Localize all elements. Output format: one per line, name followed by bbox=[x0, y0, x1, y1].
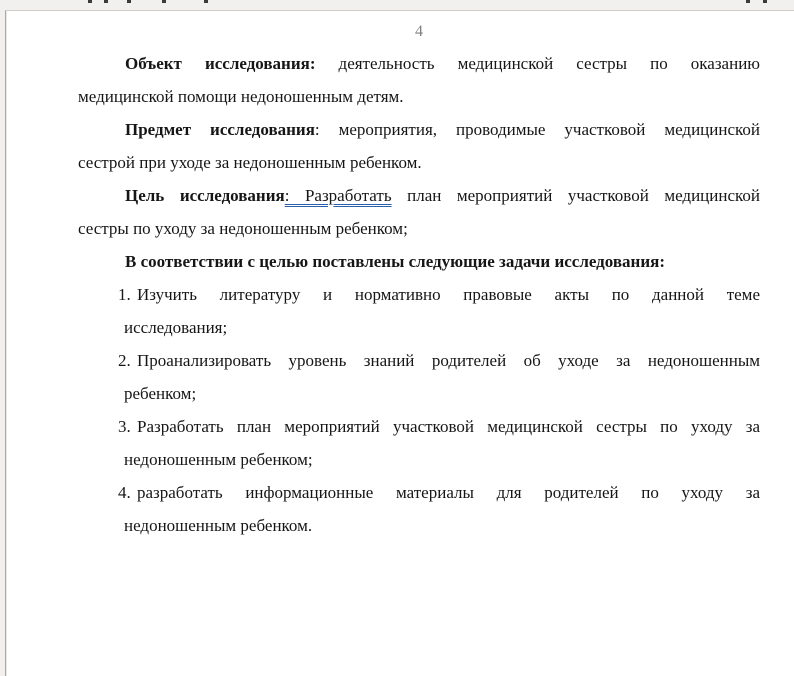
text-line bbox=[78, 146, 760, 179]
text-run: : bbox=[314, 120, 320, 139]
text-line bbox=[78, 410, 760, 443]
text-line bbox=[78, 179, 760, 212]
text-run: мероприятия, проводимые участковой медицинской bbox=[338, 120, 760, 139]
text-remnant-mark bbox=[746, 0, 750, 3]
page-content bbox=[78, 22, 760, 542]
text-line bbox=[78, 509, 760, 542]
text-run: медицинской помощи недоношенным детям. bbox=[78, 87, 404, 106]
text-line bbox=[78, 476, 760, 509]
list-number: 1. bbox=[118, 285, 131, 304]
text-remnant-mark bbox=[763, 0, 767, 3]
bold-lead-in: Объект исследования: bbox=[125, 54, 316, 73]
text-line bbox=[78, 113, 760, 146]
text-run: деятельность медицинской сестры по оказанию bbox=[338, 54, 760, 73]
text-run: ребенком; bbox=[124, 384, 197, 403]
text-run: разработать информационные материалы для родителей по уходу за bbox=[137, 483, 760, 502]
document-body bbox=[78, 47, 760, 542]
paragraph-object bbox=[78, 47, 760, 113]
bold-lead-in: Цель исследования bbox=[125, 186, 285, 205]
text-run: сестры по уходу за недоношенным ребенком; bbox=[78, 219, 408, 238]
paragraph-subject bbox=[78, 113, 760, 179]
task-list bbox=[78, 278, 760, 542]
text-line bbox=[78, 245, 760, 278]
list-item bbox=[78, 278, 760, 344]
text-remnant-mark bbox=[127, 0, 131, 3]
paragraph-tasks-heading bbox=[78, 245, 760, 278]
clipped-previous-content-strip bbox=[0, 0, 794, 10]
text-line bbox=[78, 80, 760, 113]
text-line bbox=[78, 47, 760, 80]
text-run: недоношенным ребенком. bbox=[124, 516, 313, 535]
text-line bbox=[78, 344, 760, 377]
list-item bbox=[78, 344, 760, 410]
text-remnant-mark bbox=[88, 0, 92, 3]
list-number: 3. bbox=[118, 417, 131, 436]
list-item bbox=[78, 410, 760, 476]
grammar-check-underlined-text: : Разработать bbox=[284, 186, 392, 205]
text-line bbox=[78, 212, 760, 245]
list-number: 2. bbox=[118, 351, 131, 370]
text-run: сестрой при уходе за недоношенным ребенком. bbox=[78, 153, 422, 172]
bold-lead-in: Предмет исследования bbox=[125, 120, 315, 139]
text-remnant-mark bbox=[162, 0, 166, 3]
text-run: план мероприятий участковой медицинской bbox=[407, 186, 761, 205]
list-number: 4. bbox=[118, 483, 131, 502]
text-line bbox=[78, 443, 760, 476]
text-run: Изучить литературу и нормативно правовые акты по данной теме bbox=[137, 285, 760, 304]
text-remnant-mark bbox=[204, 0, 208, 3]
text-line bbox=[78, 377, 760, 410]
list-item bbox=[78, 476, 760, 542]
text-remnant-mark bbox=[104, 0, 108, 3]
page-number: 4 bbox=[415, 23, 423, 40]
bold-heading: В соответствии с целью поставлены следующие задачи исследования: bbox=[125, 252, 665, 271]
text-line bbox=[78, 311, 760, 344]
text-line bbox=[78, 278, 760, 311]
text-run: Разработать план мероприятий участковой медицинской сестры по уходу за bbox=[137, 417, 760, 436]
paragraph-goal bbox=[78, 179, 760, 245]
document-page bbox=[5, 10, 794, 676]
text-run: Проанализировать уровень знаний родителей об уходе за недоношенным bbox=[137, 351, 760, 370]
text-run: недоношенным ребенком; bbox=[124, 450, 313, 469]
text-run: исследования; bbox=[124, 318, 228, 337]
